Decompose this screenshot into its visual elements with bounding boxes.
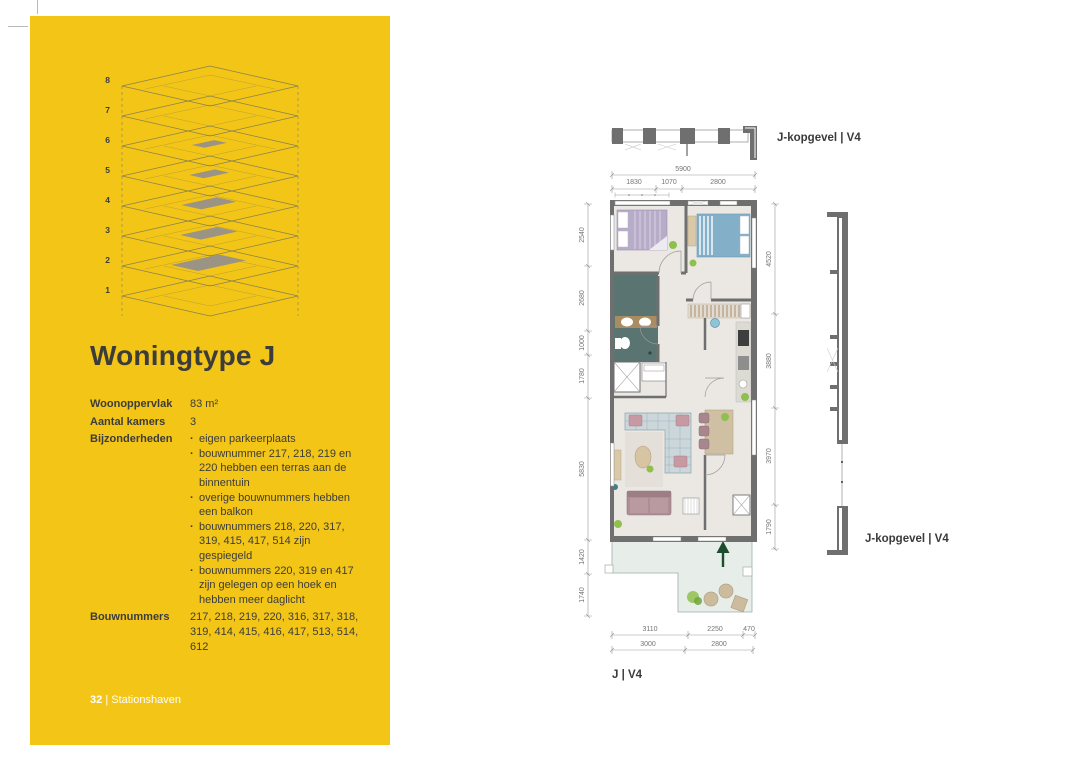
iso-floor-number: 8 [105,75,110,85]
dining-chair [699,413,709,423]
side-elevation [827,212,848,555]
sofa [627,491,671,515]
pillow [740,236,749,254]
floor-plan-drawing [555,110,960,690]
spec-value-aantal-kamers: 3 [190,415,197,428]
plant [647,466,654,473]
side-elevation-label: J-kopgevel | V4 [865,533,949,545]
window [720,201,737,205]
info-panel [30,16,390,745]
spec-value-woonoppervlak: 83 m² [190,398,219,410]
iso-floor-number: 1 [105,285,110,295]
toilet [620,337,630,349]
window [752,218,756,268]
iso-floor-plate [122,66,298,106]
list-item: · overige bouwnummers hebben een balkon [190,491,366,520]
plan-label: J | V4 [612,669,643,681]
dimension-label: 3110 [642,626,658,633]
building-stack-diagram [60,58,352,334]
bijzonderheden-list [190,432,366,607]
dimension-label: 3970 [766,448,773,464]
dimension-label: 1790 [766,519,773,535]
plant [741,393,749,401]
bathroom [614,274,658,362]
iso-floor-detail [145,105,275,126]
coffee-table [635,446,651,468]
iso-floor-number: 6 [105,135,110,145]
list-item: · bouwnummers 220, 319 en 417 zijn gelegen op een hoek en hebben meer daglicht [190,564,366,608]
iso-highlighted-unit [171,255,246,272]
dimension-label: 1740 [579,587,586,603]
list-item: · bouwnummer 217, 218, 219 en 220 hebben een terras aan de binnentuin [190,447,366,491]
window [611,215,615,250]
dimension-label: 5830 [579,461,586,477]
dimension-label: 1830 [626,179,642,186]
dining-chair [699,439,709,449]
plant [690,260,697,267]
pillow [618,231,628,247]
spec-label-bijzonderheden: Bijzonderheden [90,433,173,446]
kitchen-appliance [738,356,749,370]
building-stack-svg [60,58,352,334]
iso-floor-number: 7 [105,105,110,115]
kitchen [736,322,751,402]
spec-value-bouwnummers: 217, 218, 219, 220, 316, 317, 318, 319, 414, 415, 416, 417, 513, 514, 612 [190,611,359,653]
dimension-label: 2680 [579,290,586,306]
iso-floor-plates [105,66,298,316]
plant [614,520,622,528]
terrace-chair [719,584,733,598]
page-footer [90,694,181,706]
kitchen-appliance [738,330,749,346]
iso-floor-number: 4 [105,195,110,205]
dimension-label: 1420 [579,549,586,565]
window [611,443,615,486]
spec-table [90,397,386,654]
terrace-chair [704,592,718,606]
armchair [674,456,687,467]
list-item: · eigen parkeerplaats [190,432,366,447]
dimension-label: 2250 [707,626,723,633]
dimension-label: 3000 [640,641,656,648]
iso-floor-detail [145,75,275,96]
wardrobe [688,304,750,318]
dimension-label: 1070 [661,179,677,186]
shower-drain [648,351,651,354]
dimension-lines-bottom [610,631,757,654]
iso-floor-number: 2 [105,255,110,265]
dimension-label: 2800 [710,179,726,186]
list-item: · bouwnummers 218, 220, 317, 319, 415, 417, 514 zijn gespiegeld [190,520,366,564]
washbasin [621,318,633,327]
iso-highlighted-unit [192,140,227,148]
iso-floor-number: 3 [105,225,110,235]
crop-mark-vertical [37,0,38,14]
iso-highlighted-unit [180,227,237,240]
interior-measure-line [615,193,669,198]
dimension-label: 1780 [579,368,586,384]
crop-mark-horizontal [8,26,28,27]
window [615,201,670,205]
kitchen-sink [739,380,747,388]
terrace-door [698,537,726,541]
spec-label-woonoppervlak: Woonoppervlak [90,398,173,410]
window [653,537,681,541]
pillow [740,216,749,234]
page-number: 32 [90,694,103,706]
iso-floor-detail [145,285,275,306]
dimension-label: 1000 [579,335,586,351]
dimension-label: 2540 [579,227,586,243]
pillow [618,212,628,228]
dimension-label: 2800 [711,641,727,648]
armchair [676,415,689,426]
armchair [629,415,642,426]
dimension-label: 3880 [766,353,773,369]
plant [669,241,677,249]
dimension-label: 4520 [766,251,773,267]
spec-label-aantal-kamers: Aantal kamers [90,415,166,428]
dining-chair [699,426,709,436]
iso-highlighted-unit [181,197,236,209]
spec-label-bouwnummers: Bouwnummers [90,611,170,624]
page-title: Woningtype J [90,340,276,371]
top-elevation-label: J-kopgevel | V4 [777,132,861,144]
washbasin [639,318,651,327]
dimension-label: 5900 [675,166,691,173]
iso-floor-plate [122,96,298,136]
footer-divider: | [105,694,109,706]
iso-floor-plate [122,276,298,316]
terrace [605,539,752,612]
iso-highlighted-unit [189,169,229,178]
project-name: Stationshaven [111,694,181,706]
ceiling-lamp [711,319,720,328]
dimension-label: 470 [743,626,755,633]
top-elevation [612,126,757,160]
closet [688,216,696,246]
window [752,400,756,455]
plant [721,413,729,421]
iso-floor-number: 5 [105,165,110,175]
